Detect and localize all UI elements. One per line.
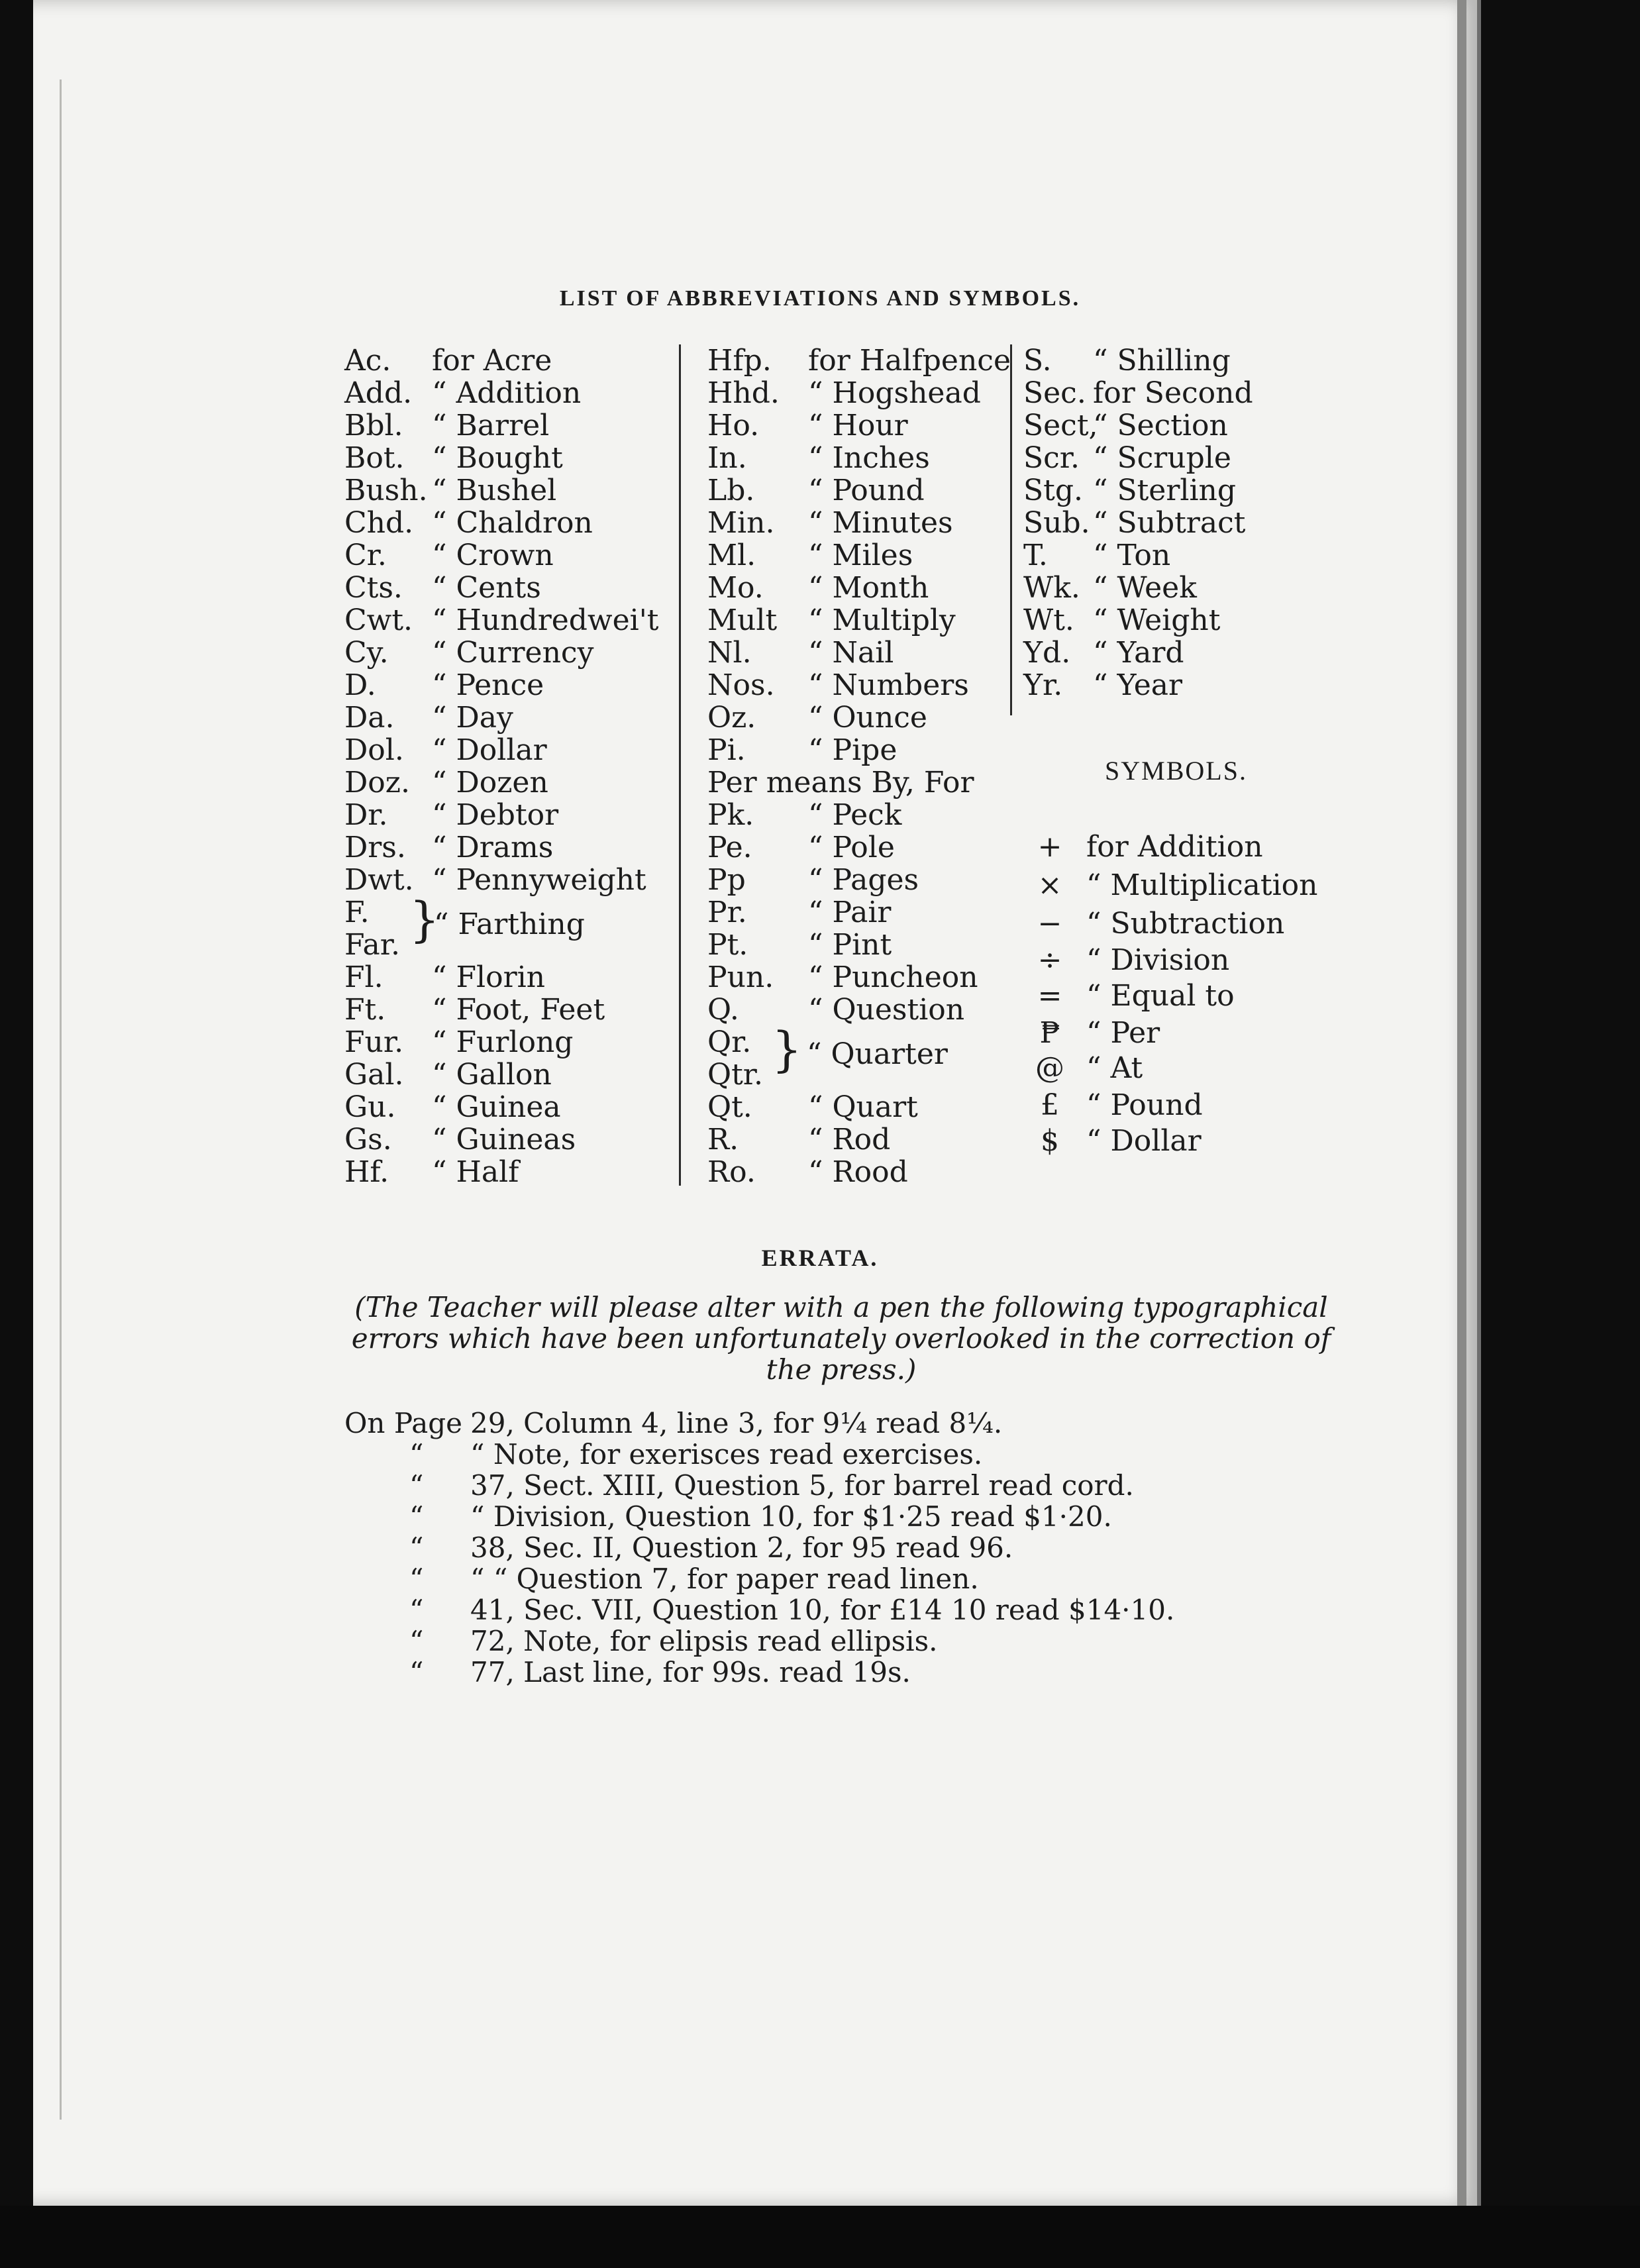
abbreviation: Hfp. xyxy=(707,344,772,378)
abbreviation: Per means By, For xyxy=(707,766,974,799)
errata-line xyxy=(344,1408,1378,1439)
abbreviations-column-1 xyxy=(344,344,672,1188)
abbreviation: Cy. xyxy=(344,636,389,670)
abbreviation: Ac. xyxy=(344,344,391,378)
abbreviation-row xyxy=(1023,669,1355,701)
abbreviation-meaning: “ Pair xyxy=(808,896,892,929)
abbreviation: Fl. xyxy=(344,960,384,994)
abbreviations-column-3 xyxy=(1023,344,1355,701)
abbreviation-meaning: for Second xyxy=(1093,376,1253,410)
abbreviation: Wk. xyxy=(1023,571,1080,605)
symbol-glyph: $ xyxy=(1041,1124,1059,1158)
abbreviation: Pp xyxy=(707,863,746,897)
abbreviation: Oz. xyxy=(707,701,756,735)
abbreviation-row xyxy=(344,409,672,442)
symbol-glyph: ÷ xyxy=(1037,943,1062,977)
abbreviation-meaning: “ Addition xyxy=(432,376,582,410)
column-rule-2 xyxy=(1010,344,1012,715)
abbreviation-meaning: “ Hogshead xyxy=(808,376,981,410)
abbreviation-meaning: “ Half xyxy=(432,1155,519,1189)
abbreviation-meaning: “ Rood xyxy=(808,1155,908,1189)
abbreviation-row xyxy=(707,507,1009,539)
abbreviation-meaning: “ Barrel xyxy=(432,409,550,442)
abbreviation-row xyxy=(1023,507,1355,539)
symbol-meaning: “ Multiplication xyxy=(1086,868,1318,902)
symbol-meaning: “ Per xyxy=(1086,1016,1160,1050)
abbreviation-meaning: “ Minutes xyxy=(808,506,953,540)
abbreviation-row xyxy=(707,864,1009,896)
abbreviation-row xyxy=(344,1058,672,1091)
abbreviation-meaning: “ Crown xyxy=(432,539,554,572)
abbreviation: Doz. xyxy=(344,766,410,799)
abbreviation: Q. xyxy=(707,993,739,1027)
abbreviation-meaning: “ Scruple xyxy=(1093,441,1231,475)
symbol-row xyxy=(1023,906,1368,942)
abbreviation: Fur. xyxy=(344,1025,404,1059)
abbreviation: Mo. xyxy=(707,571,764,605)
symbol-meaning: “ Dollar xyxy=(1086,1124,1202,1158)
abbreviation: Yr. xyxy=(1023,668,1063,702)
abbreviation-row xyxy=(707,734,1009,766)
abbreviation-meaning: “ Bought xyxy=(432,441,563,475)
abbreviation: Bbl. xyxy=(344,409,403,442)
abbreviation-row xyxy=(1023,377,1355,409)
abbreviation-row xyxy=(707,831,1009,864)
page-fold xyxy=(1457,0,1466,2206)
abbreviation: Drs. xyxy=(344,831,406,864)
abbreviation-meaning: “ Debtor xyxy=(432,798,559,832)
abbreviation-row xyxy=(344,442,672,474)
abbreviation: Pk. xyxy=(707,798,754,832)
symbol-row xyxy=(1023,1088,1368,1123)
abbreviation-row xyxy=(707,1091,1009,1123)
quarter-meaning: “ Quarter xyxy=(807,1037,948,1071)
abbreviation-row xyxy=(344,344,672,377)
abbreviation-meaning: “ Guineas xyxy=(432,1123,576,1157)
symbol-glyph: − xyxy=(1037,907,1062,941)
errata-page-ref: On Page xyxy=(344,1407,462,1439)
abbreviation-row xyxy=(344,637,672,669)
abbreviation-meaning: “ Quart xyxy=(808,1090,918,1124)
abbreviation-meaning: “ Dollar xyxy=(432,733,547,767)
abbreviation: Scr. xyxy=(1023,441,1080,475)
errata-correction: 77, Last line, for 99s. read 19s. xyxy=(470,1656,911,1688)
abbreviation: Ro. xyxy=(707,1155,756,1189)
errata-line xyxy=(344,1625,1378,1657)
symbol-row xyxy=(1023,829,1368,865)
errata-line xyxy=(344,1470,1378,1502)
errata-line xyxy=(344,1563,1378,1595)
abbreviation-row xyxy=(707,474,1009,507)
abbreviation-meaning: “ Year xyxy=(1093,668,1183,702)
abbreviation: Sec. xyxy=(1023,376,1086,410)
symbol-row xyxy=(1023,943,1368,978)
abbreviation-meaning: for Acre xyxy=(432,344,552,378)
abbreviation-meaning: “ Pole xyxy=(808,831,895,864)
errata-correction: 29, Column 4, line 3, for 9¼ read 8¼. xyxy=(470,1407,1003,1439)
abbreviation: F. xyxy=(344,896,370,929)
abbreviation: Min. xyxy=(707,506,775,540)
abbreviation-row xyxy=(707,572,1009,604)
abbreviation: Gu. xyxy=(344,1090,396,1124)
symbol-meaning: for Addition xyxy=(1086,830,1263,864)
abbreviation: Hf. xyxy=(344,1155,389,1189)
abbreviation-row xyxy=(707,604,1009,637)
abbreviation-row xyxy=(1023,409,1355,442)
abbreviation-row xyxy=(1023,572,1355,604)
symbol-row xyxy=(1023,1051,1368,1086)
abbreviation-row xyxy=(707,701,1009,734)
abbreviation: D. xyxy=(344,668,376,702)
errata-line xyxy=(344,1657,1378,1688)
errata-title: ERRATA. xyxy=(761,1245,879,1271)
abbreviation: Ml. xyxy=(707,539,756,572)
abbreviation-meaning: “ Pint xyxy=(808,928,892,962)
abbreviation-meaning: “ Inches xyxy=(808,441,930,475)
errata-correction: “ “ Question 7, for paper read linen. xyxy=(470,1563,979,1595)
errata-line xyxy=(344,1439,1378,1470)
errata-page-ref: “ xyxy=(409,1625,424,1657)
symbol-meaning: “ Equal to xyxy=(1086,979,1235,1013)
abbreviation-meaning: “ Pound xyxy=(808,474,925,507)
abbreviation: Pun. xyxy=(707,960,774,994)
abbreviation: Qr. xyxy=(707,1025,752,1059)
abbreviation: T. xyxy=(1023,539,1048,572)
abbreviation-row xyxy=(707,994,1009,1026)
symbol-glyph: = xyxy=(1037,979,1062,1013)
abbreviation-row xyxy=(707,896,1009,929)
abbreviation: Dr. xyxy=(344,798,388,832)
abbreviation: Add. xyxy=(344,376,413,410)
abbreviation: Chd. xyxy=(344,506,414,540)
abbreviation-meaning: “ Dozen xyxy=(432,766,548,799)
abbreviation: Sub. xyxy=(1023,506,1090,540)
abbreviation-meaning: “ Multiply xyxy=(808,603,956,637)
errata-page-ref: “ xyxy=(409,1438,424,1470)
errata-line xyxy=(344,1594,1378,1626)
errata-page-ref: “ xyxy=(409,1594,424,1626)
abbreviation-meaning: “ Day xyxy=(432,701,513,735)
abbreviation: Nl. xyxy=(707,636,752,670)
abbreviation-meaning: “ Florin xyxy=(432,960,546,994)
abbreviation-meaning: “ Currency xyxy=(432,636,594,670)
abbreviation-meaning: “ Ton xyxy=(1093,539,1171,572)
abbreviation: Bot. xyxy=(344,441,405,475)
abbreviation-row xyxy=(707,929,1009,961)
page-edge-line xyxy=(60,79,62,2120)
abbreviation-row xyxy=(344,539,672,572)
abbreviation-row xyxy=(707,766,1009,799)
abbreviation: Dol. xyxy=(344,733,404,767)
abbreviation-row xyxy=(344,766,672,799)
abbreviation: R. xyxy=(707,1123,739,1157)
abbreviation-row xyxy=(344,474,672,507)
abbreviation: Cts. xyxy=(344,571,403,605)
abbreviation: Wt. xyxy=(1023,603,1074,637)
abbreviation: Ft. xyxy=(344,993,386,1027)
abbreviation: Ho. xyxy=(707,409,760,442)
abbreviation-meaning: “ Ounce xyxy=(808,701,927,735)
abbreviation: Yd. xyxy=(1023,636,1071,670)
abbreviation-meaning: “ Shilling xyxy=(1093,344,1231,378)
errata-note: (The Teacher will please alter with a pen the following typographical errors which have been unfortunately overlooked in the correction of the press.) xyxy=(351,1291,1331,1386)
abbreviation-meaning: “ Drams xyxy=(432,831,554,864)
abbreviation: Gal. xyxy=(344,1058,404,1092)
symbol-meaning: “ Pound xyxy=(1086,1088,1203,1122)
abbreviation-row xyxy=(344,961,672,994)
column-rule-1 xyxy=(679,344,681,1186)
abbreviation-meaning: “ Sterling xyxy=(1093,474,1237,507)
abbreviation-meaning: “ Weight xyxy=(1093,603,1221,637)
abbreviation-row xyxy=(1023,637,1355,669)
abbreviation-meaning: “ Pipe xyxy=(808,733,897,767)
symbol-glyph: + xyxy=(1037,830,1062,864)
abbreviation-row xyxy=(707,637,1009,669)
abbreviation: Pe. xyxy=(707,831,752,864)
abbreviation: Dwt. xyxy=(344,863,414,897)
abbreviation-row xyxy=(707,344,1009,377)
symbol-row xyxy=(1023,868,1368,903)
scan-bottom-band xyxy=(0,2206,1640,2268)
errata-correction: 38, Sec. II, Question 2, for 95 read 96. xyxy=(470,1531,1013,1564)
abbreviation-meaning: “ Pennyweight xyxy=(432,863,646,897)
abbreviation-row xyxy=(707,799,1009,831)
abbreviation-row xyxy=(344,994,672,1026)
abbreviation: S. xyxy=(1023,344,1052,378)
errata-correction: “ Note, for exerisces read exercises. xyxy=(470,1438,983,1470)
abbreviation-meaning: “ Month xyxy=(808,571,929,605)
abbreviation-meaning: “ Question xyxy=(808,993,965,1027)
abbreviation-meaning: “ Section xyxy=(1093,409,1228,442)
abbreviation-row xyxy=(344,1123,672,1156)
abbreviation-row xyxy=(344,669,672,701)
abbreviation: Cwt. xyxy=(344,603,413,637)
abbreviation-meaning: “ Rod xyxy=(808,1123,891,1157)
abbreviation-row xyxy=(707,961,1009,994)
abbreviation-meaning: “ Furlong xyxy=(432,1025,574,1059)
abbreviation-meaning: “ Chaldron xyxy=(432,506,593,540)
symbol-row xyxy=(1023,1123,1368,1159)
abbreviation-row xyxy=(707,539,1009,572)
abbreviation-row xyxy=(344,701,672,734)
abbreviation-meaning: “ Yard xyxy=(1093,636,1184,670)
abbreviation-row xyxy=(344,507,672,539)
abbreviation: Qtr. xyxy=(707,1058,763,1092)
symbol-glyph: @ xyxy=(1035,1051,1064,1085)
abbreviation-row xyxy=(707,377,1009,409)
errata-page-ref: “ xyxy=(409,1500,424,1533)
abbreviation-row xyxy=(344,1156,672,1188)
abbreviation-row xyxy=(344,377,672,409)
abbreviation: Qt. xyxy=(707,1090,752,1124)
errata-correction: “ Division, Question 10, for $1·25 read $1·20. xyxy=(470,1500,1112,1533)
errata-page-ref: “ xyxy=(409,1469,424,1502)
abbreviation-row xyxy=(1023,474,1355,507)
errata-line xyxy=(344,1532,1378,1564)
abbreviation-meaning: “ Week xyxy=(1093,571,1197,605)
symbol-glyph: £ xyxy=(1041,1088,1059,1122)
farthing-meaning: “ Farthing xyxy=(434,907,585,941)
abbreviation: Far. xyxy=(344,928,400,962)
abbreviation-row xyxy=(1023,539,1355,572)
abbreviation-row xyxy=(707,1123,1009,1156)
abbreviation-meaning: “ Miles xyxy=(808,539,913,572)
abbreviation-meaning: “ Bushel xyxy=(432,474,557,507)
abbreviation: Cr. xyxy=(344,539,387,572)
abbreviation-row xyxy=(1023,442,1355,474)
abbreviation-meaning: “ Nail xyxy=(808,636,894,670)
abbreviation-meaning: “ Puncheon xyxy=(808,960,978,994)
abbreviation-row xyxy=(707,442,1009,474)
abbreviation-row xyxy=(344,734,672,766)
errata-correction: 72, Note, for elipsis read ellipsis. xyxy=(470,1625,938,1657)
abbreviation-meaning: “ Gallon xyxy=(432,1058,552,1092)
abbreviation-row xyxy=(344,864,672,896)
symbol-row xyxy=(1023,1015,1368,1051)
symbol-meaning: “ Division xyxy=(1086,943,1230,977)
abbreviation-row xyxy=(707,409,1009,442)
abbreviation-meaning: “ Foot, Feet xyxy=(432,993,605,1027)
abbreviation: In. xyxy=(707,441,747,475)
abbreviation: Pt. xyxy=(707,928,748,962)
abbreviation: Sect, xyxy=(1023,409,1098,442)
abbreviation: Nos. xyxy=(707,668,775,702)
abbreviation: Da. xyxy=(344,701,395,735)
errata-page-ref: “ xyxy=(409,1656,424,1688)
symbol-glyph: ₱ xyxy=(1039,1016,1060,1050)
abbreviation-meaning: “ Hundredwei't xyxy=(432,603,659,637)
abbreviation: Hhd. xyxy=(707,376,780,410)
abbreviation: Bush. xyxy=(344,474,428,507)
abbreviation-meaning: “ Subtract xyxy=(1093,506,1246,540)
abbreviation-row xyxy=(344,831,672,864)
abbreviation: Gs. xyxy=(344,1123,392,1157)
farthing-brace: } xyxy=(409,892,440,947)
symbol-row xyxy=(1023,978,1368,1014)
abbreviation-meaning: “ Cents xyxy=(432,571,541,605)
abbreviation-meaning: “ Guinea xyxy=(432,1090,561,1124)
abbreviation-row xyxy=(707,669,1009,701)
abbreviation-row xyxy=(344,604,672,637)
symbol-glyph: × xyxy=(1037,868,1062,902)
quarter-brace: } xyxy=(772,1021,802,1077)
symbol-meaning: “ Subtraction xyxy=(1086,907,1285,941)
abbreviation: Pr. xyxy=(707,896,747,929)
abbreviation: Stg. xyxy=(1023,474,1083,507)
abbreviation-row xyxy=(1023,604,1355,637)
abbreviation-meaning: for Halfpence xyxy=(808,344,1011,378)
abbreviation-meaning: “ Pence xyxy=(432,668,544,702)
abbreviation-meaning: “ Pages xyxy=(808,863,919,897)
abbreviation: Pi. xyxy=(707,733,746,767)
abbreviation-row xyxy=(344,1026,672,1058)
abbreviation-meaning: “ Peck xyxy=(808,798,902,832)
page-title: LIST OF ABBREVIATIONS AND SYMBOLS. xyxy=(559,286,1081,311)
errata-page-ref: “ xyxy=(409,1563,424,1595)
abbreviation-row xyxy=(1023,344,1355,377)
errata-page-ref: “ xyxy=(409,1531,424,1564)
abbreviation-meaning: “ Numbers xyxy=(808,668,969,702)
abbreviation: Lb. xyxy=(707,474,755,507)
abbreviation-meaning: “ Hour xyxy=(808,409,908,442)
abbreviation-row xyxy=(707,1156,1009,1188)
abbreviation-row xyxy=(344,572,672,604)
errata-correction: 41, Sec. VII, Question 10, for £14 10 read $14·10. xyxy=(470,1594,1175,1626)
symbols-heading: SYMBOLS. xyxy=(1105,756,1247,786)
abbreviation-row xyxy=(344,799,672,831)
abbreviation-row xyxy=(344,1091,672,1123)
errata-line xyxy=(344,1501,1378,1533)
symbol-meaning: “ At xyxy=(1086,1051,1143,1085)
abbreviation: Mult xyxy=(707,603,778,637)
errata-correction: 37, Sect. XIII, Question 5, for barrel read cord. xyxy=(470,1469,1134,1502)
